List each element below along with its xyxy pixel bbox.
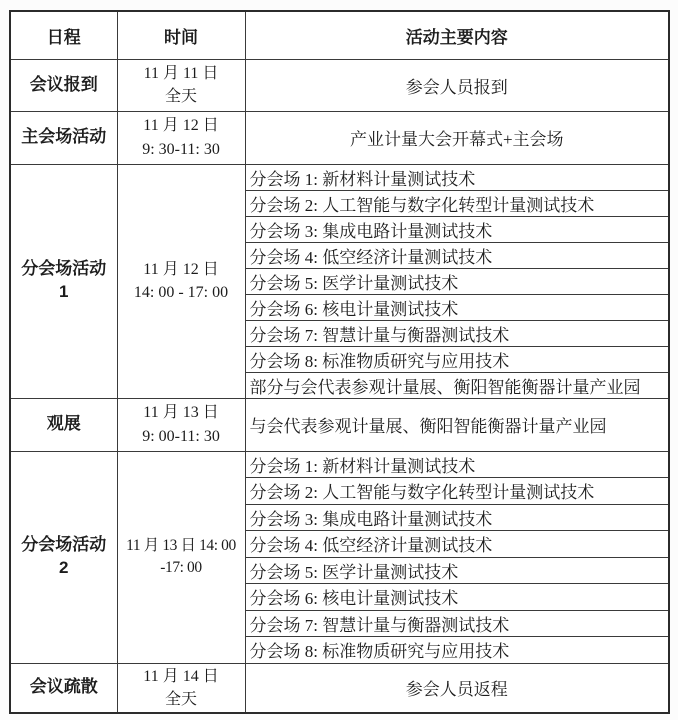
sub2-schedule-line2: 2 (59, 558, 69, 577)
sub1-session-1: 分会场 1: 新材料计量测试技术 (245, 164, 669, 190)
sub1-session-6: 分会场 6: 核电计量测试技术 (245, 294, 669, 320)
row-main-session (10, 111, 669, 164)
sub1-session-8: 分会场 8: 标准物质研究与应用技术 (245, 346, 669, 372)
sub2-session-1: 分会场 1: 新材料计量测试技术 (245, 451, 669, 478)
sub2-time-date: 11 月 13 日 14: 00 (126, 536, 236, 554)
sub1-session-5: 分会场 5: 医学计量测试技术 (245, 268, 669, 294)
departure-time (117, 663, 245, 713)
sub2-schedule (10, 451, 117, 663)
sub1-schedule-line2: 1 (59, 282, 69, 301)
expo-schedule: 观展 (10, 398, 117, 451)
row-departure (10, 663, 669, 713)
sub1-session-2: 分会场 2: 人工智能与数字化转型计量测试技术 (245, 190, 669, 216)
checkin-schedule: 会议报到 (10, 59, 117, 111)
row-expo (10, 398, 669, 451)
header-content: 活动主要内容 (245, 11, 669, 59)
sub2-time-span: -17: 00 (160, 559, 202, 576)
row-sub1-item (10, 164, 669, 190)
sub1-time (117, 164, 245, 398)
sub2-schedule-line1: 分会场活动 (21, 535, 107, 555)
departure-time-span: 全天 (164, 690, 197, 708)
sub2-session-2: 分会场 2: 人工智能与数字化转型计量测试技术 (245, 478, 669, 505)
sub1-schedule-line1: 分会场活动 (21, 259, 107, 279)
sub1-session-4: 分会场 4: 低空经济计量测试技术 (245, 242, 669, 268)
main-session-time (117, 111, 245, 164)
departure-time-date: 11 月 14 日 (143, 667, 219, 685)
sub2-session-4: 分会场 4: 低空经济计量测试技术 (245, 531, 669, 558)
row-checkin (10, 59, 669, 111)
sub2-session-3: 分会场 3: 集成电路计量测试技术 (245, 504, 669, 531)
main-session-time-span: 9: 30-11: 30 (142, 140, 220, 158)
conference-agenda-table (9, 10, 670, 714)
sub1-time-date: 11 月 12 日 (143, 260, 219, 278)
sub2-session-6: 分会场 6: 核电计量测试技术 (245, 584, 669, 611)
sub1-time-span: 14: 00 - 17: 00 (133, 284, 229, 301)
header-schedule: 日程 (10, 11, 117, 59)
expo-time-date: 11 月 13 日 (143, 404, 219, 422)
sub2-session-7: 分会场 7: 智慧计量与衡器测试技术 (245, 610, 669, 637)
header-row (10, 11, 669, 59)
row-sub2-item (10, 451, 669, 478)
checkin-time-date: 11 月 11 日 (143, 64, 219, 82)
checkin-content: 参会人员报到 (245, 59, 669, 111)
sub1-session-3: 分会场 3: 集成电路计量测试技术 (245, 216, 669, 242)
sub2-session-8: 分会场 8: 标准物质研究与应用技术 (245, 637, 669, 664)
main-session-time-date: 11 月 12 日 (143, 117, 219, 135)
departure-schedule: 会议疏散 (10, 663, 117, 713)
sub1-visit-note: 部分与会代表参观计量展、衡阳智能衡器计量产业园 (245, 372, 669, 398)
departure-content: 参会人员返程 (245, 663, 669, 713)
header-time: 时间 (117, 11, 245, 59)
sub1-schedule (10, 164, 117, 398)
expo-time-span: 9: 00-11: 30 (142, 427, 220, 445)
sub1-session-7: 分会场 7: 智慧计量与衡器测试技术 (245, 320, 669, 346)
main-session-content: 产业计量大会开幕式+主会场 (245, 111, 669, 164)
checkin-time-span: 全天 (164, 88, 197, 105)
checkin-time (117, 59, 245, 111)
sub2-session-5: 分会场 5: 医学计量测试技术 (245, 557, 669, 584)
expo-time (117, 398, 245, 451)
expo-content: 与会代表参观计量展、衡阳智能衡器计量产业园 (245, 398, 669, 451)
sub2-time (117, 451, 245, 663)
main-session-schedule: 主会场活动 (10, 111, 117, 164)
